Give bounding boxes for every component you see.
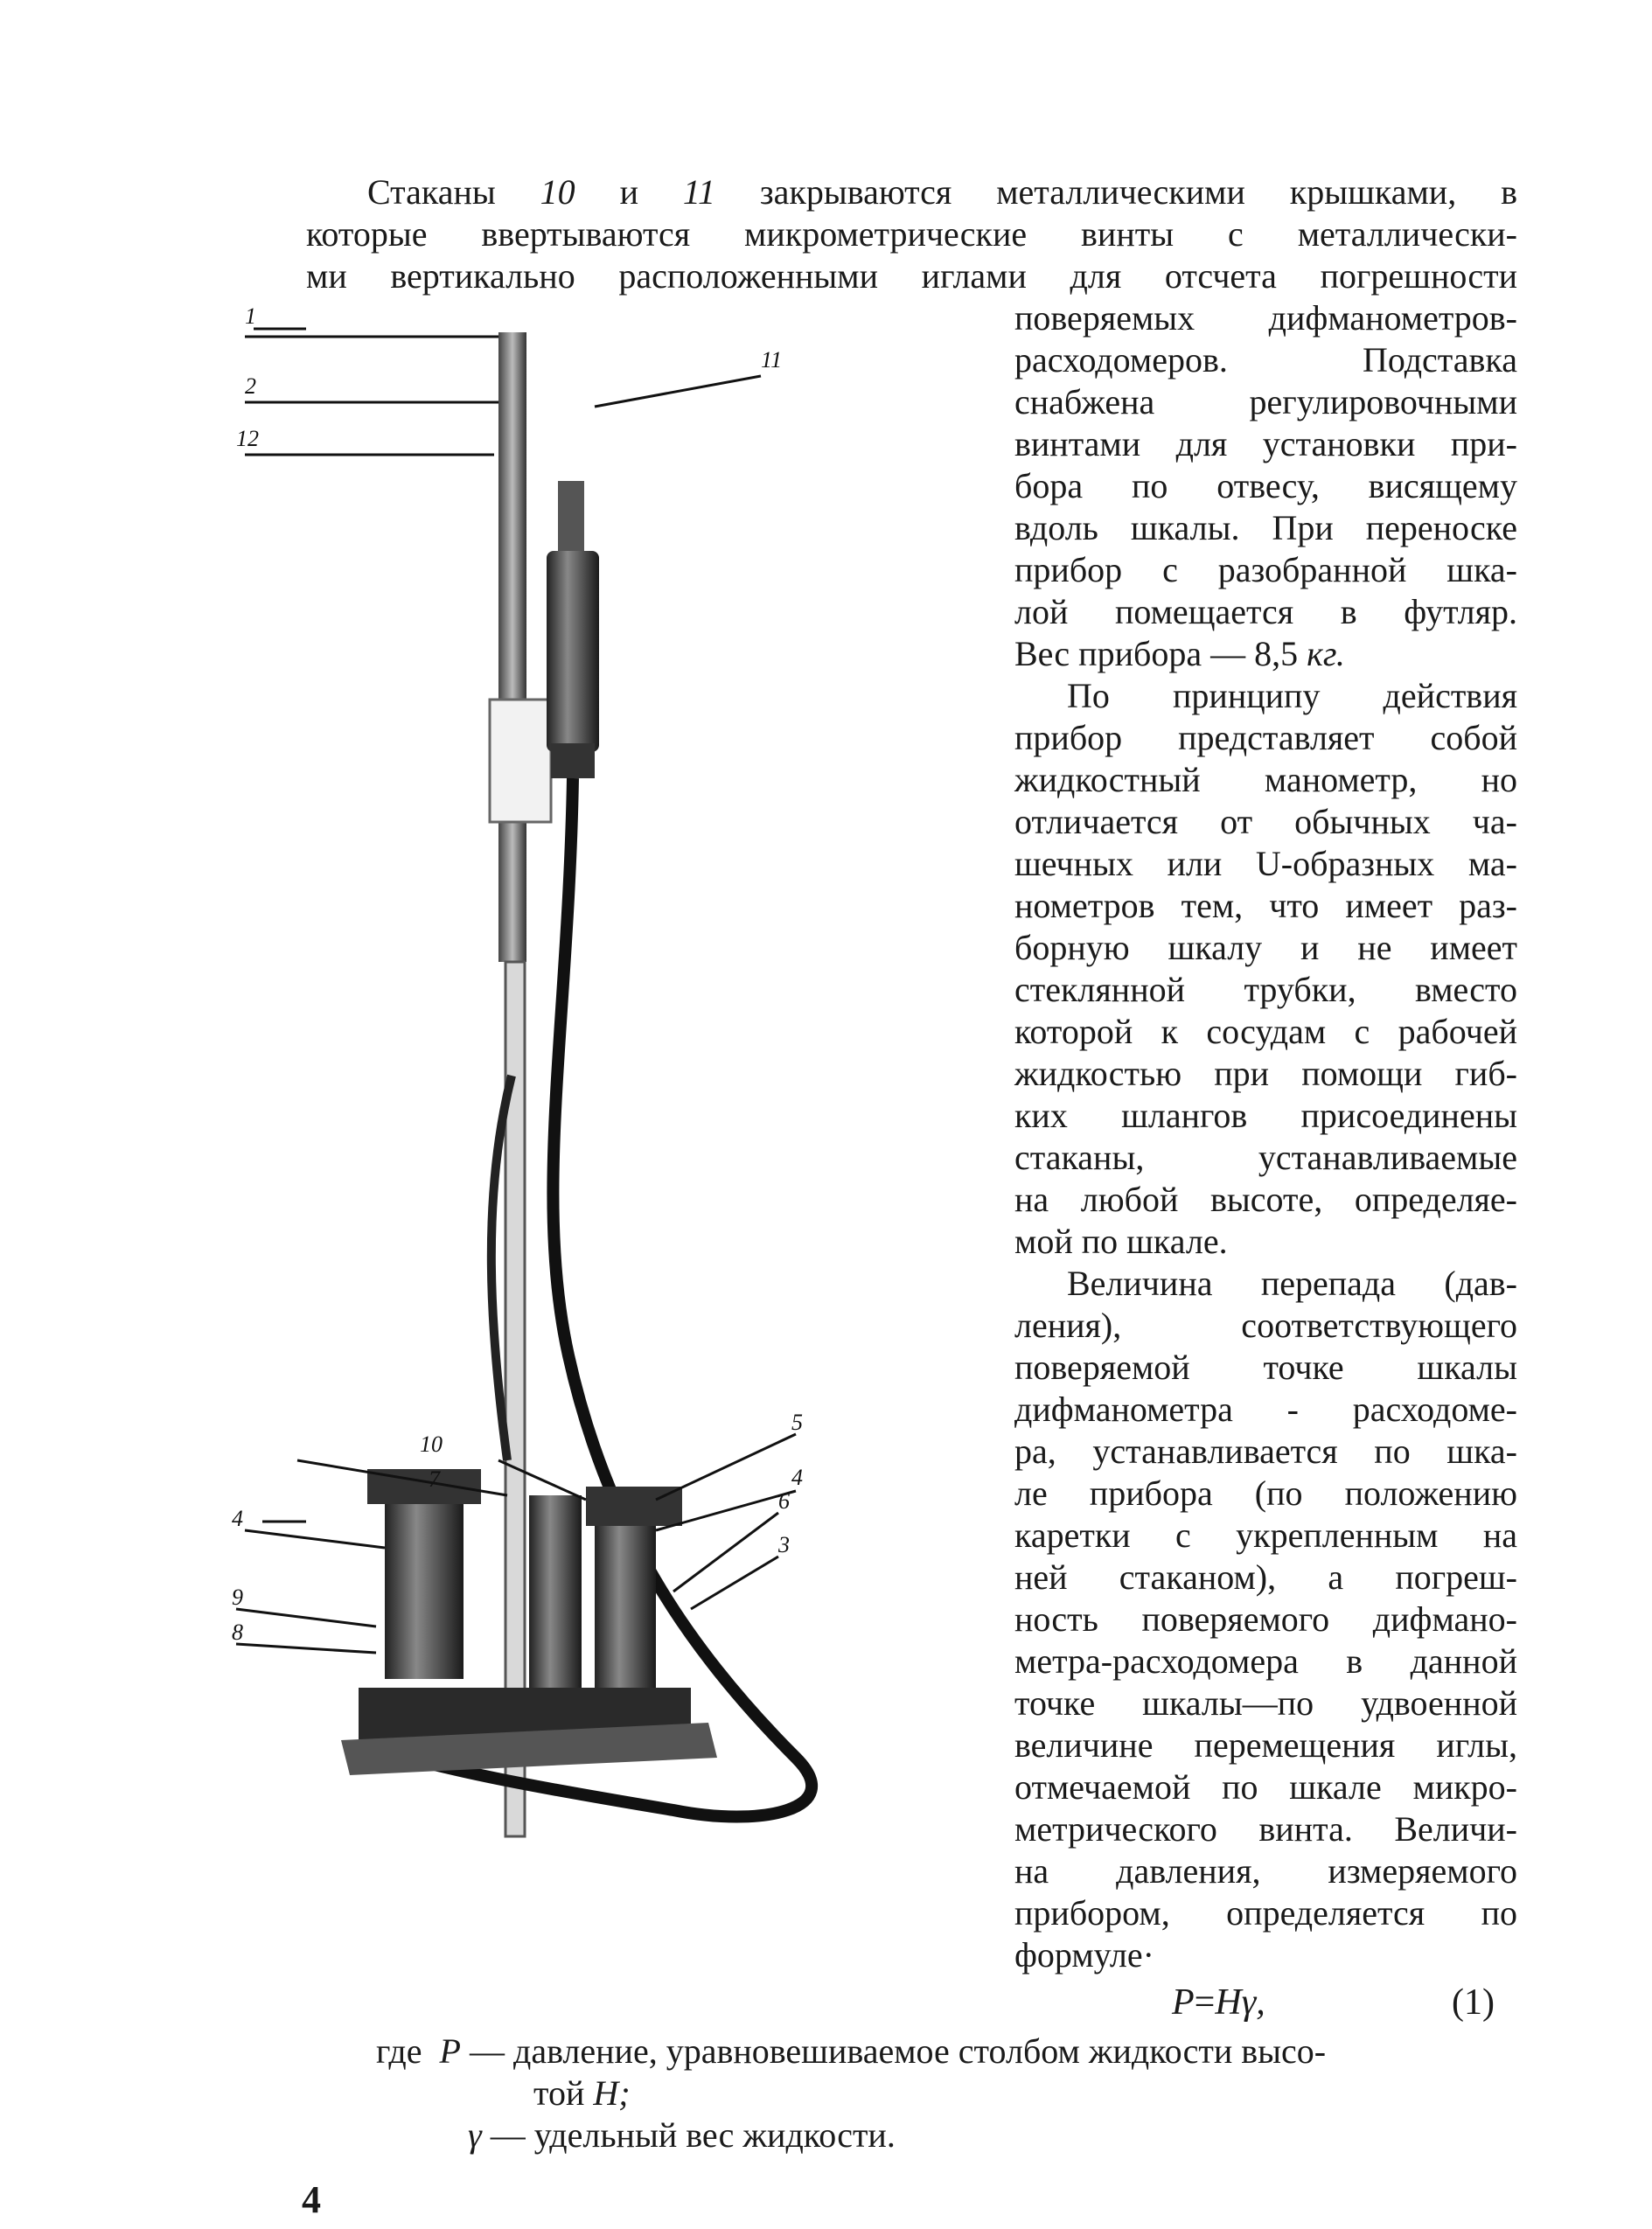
where-line-1: где P — давление, уравновешиваемое столбом жидкости высо- [376,2031,1327,2071]
col-line-weight: Вес прибора — 8,5 кг. [1014,634,1345,673]
col-line: величине перемещения иглы, [1014,1725,1517,1765]
col-line: поверяемой точке шкалы [1014,1348,1517,1387]
label-4-left: 4 [232,1506,243,1531]
label-1: 1 [245,303,256,329]
col-line: ность поверяемого дифмано- [1014,1599,1517,1639]
col-line: жидкостный манометр, но [1014,760,1517,799]
col-line: нометров тем, что имеет раз- [1014,886,1517,925]
col-line: снабжена регулировочными [1014,382,1517,421]
col-line: борную шкалу и не имеет [1014,928,1517,967]
col-line: точке шкалы—по удвоенной [1014,1683,1517,1723]
label-12: 12 [236,426,259,451]
where-line-3: γ — удельный вес жидкости. [468,2115,896,2155]
col-line: бора по отвесу, висящему [1014,466,1517,505]
label-7: 7 [429,1466,440,1492]
page-number: 4 [302,2178,321,2221]
col-line: винтами для установки при- [1014,424,1517,463]
col-line: дифманометра - расходоме- [1014,1390,1517,1429]
col-line: ней стаканом), а погреш- [1014,1557,1517,1597]
col-line: стаканы, устанавливаемые [1014,1138,1517,1177]
col-line: отличается от обычных ча- [1014,802,1517,841]
cup-4-right [595,1513,656,1705]
col-line: метрического винта. Величи- [1014,1809,1517,1849]
cup-11-top [558,481,584,560]
apparatus-drawing [232,303,1006,1898]
col-line: стеклянной трубки, вместо [1014,970,1517,1009]
label-3: 3 [778,1532,790,1557]
equation-number: (1) [1452,1982,1495,2023]
carriage-12 [490,700,551,822]
cup-11 [547,551,599,752]
intro-line-1: Стаканы 10 и 11 закрываются металлическими крышками, в [367,172,1517,212]
col-line: ких шлангов присоединены [1014,1096,1517,1135]
col-line: вдоль шкалы. При переноске [1014,508,1517,547]
apparatus-figure [232,303,1006,1898]
cup-4-left [385,1487,464,1679]
col-line: поверяемых дифманометров- [1014,298,1517,338]
col-line: шечных или U-образных ма- [1014,844,1517,883]
intro-line-2: которые ввертываются микрометрические винты с металлически- [306,214,1517,254]
col-line: ления), соответствующего [1014,1306,1517,1345]
col-line: формуле· [1014,1935,1154,1975]
col-line: метра-расходомера в данной [1014,1641,1517,1681]
col-line: на давления, измеряемого [1014,1851,1517,1891]
col-line: прибор с разобранной шка- [1014,550,1517,589]
label-9: 9 [232,1585,243,1610]
scale-rod-upper [498,332,526,962]
col-line: ле прибора (по положению [1014,1473,1517,1513]
label-10: 10 [420,1431,443,1457]
col-line: Величина перепада (дав- [1067,1264,1517,1303]
col-line: расходомеров. Подставка [1014,340,1517,380]
label-11: 11 [761,347,783,373]
label-6: 6 [778,1488,790,1514]
col-line: на любой высоте, определяе- [1014,1180,1517,1219]
col-line: прибором, определяется по [1014,1893,1517,1933]
formula: P=Hγ, [1172,1982,1265,2023]
col-line: жидкостью при помощи гиб- [1014,1054,1517,1093]
col-line: прибор представляет собой [1014,718,1517,757]
label-2: 2 [245,373,256,399]
col-line: ра, устанавливается по шка- [1014,1431,1517,1471]
col-line: мой по шкале. [1014,1222,1228,1261]
col-line: По принципу действия [1067,676,1517,715]
micrometer-5 [586,1487,682,1526]
col-line: лой помещается в футляр. [1014,592,1517,631]
col-line: отмечаемой по шкале микро- [1014,1767,1517,1807]
label-4-right: 4 [791,1465,803,1490]
intro-line-3: ми вертикально расположенными иглами для отсчета погрешности [306,256,1517,296]
label-8: 8 [232,1620,243,1645]
col-line: каретки с укрепленным на [1014,1515,1517,1555]
label-5: 5 [791,1410,803,1435]
col-line: которой к сосудам с рабочей [1014,1012,1517,1051]
where-line-2: той H; [533,2073,631,2113]
